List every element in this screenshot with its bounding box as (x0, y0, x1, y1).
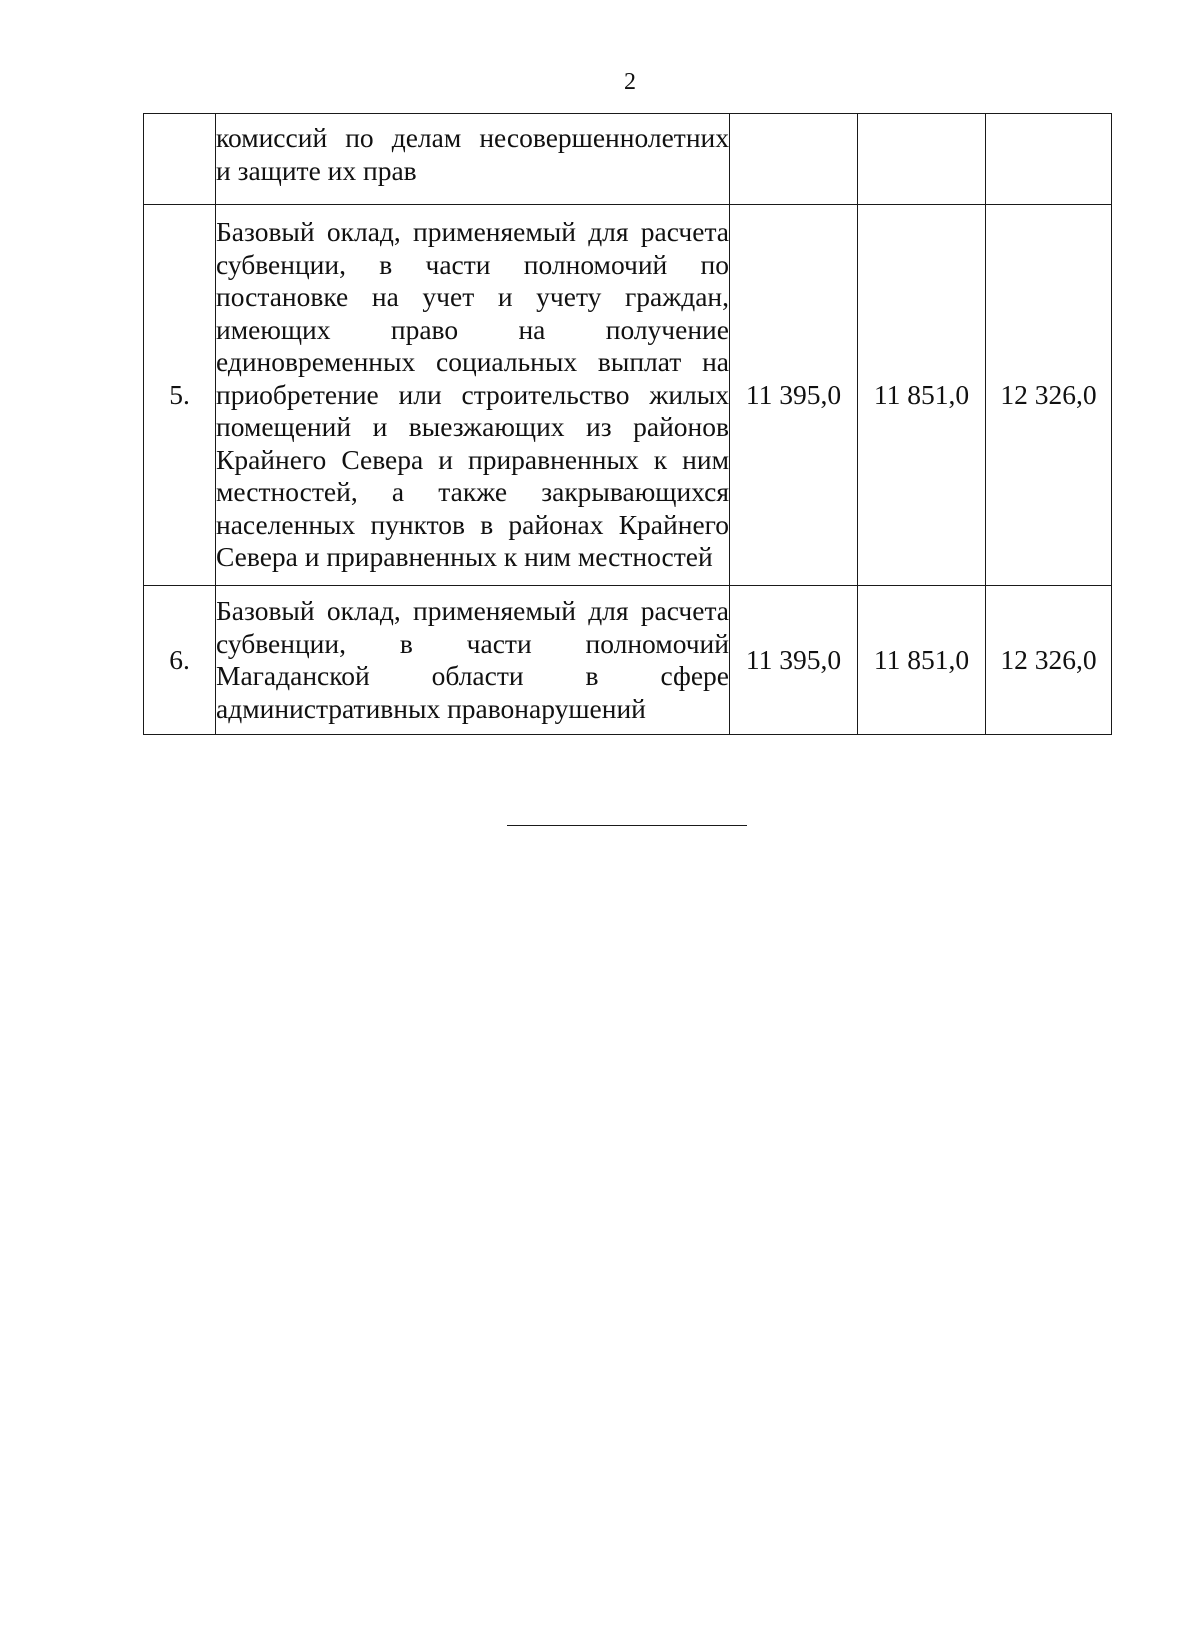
value-year-2 (858, 114, 986, 205)
value-year-1 (730, 114, 858, 205)
description-line: местностей, а также закрывающихся (216, 476, 729, 508)
table-row (144, 114, 1112, 205)
description-line: единовременных социальных выплат на (216, 346, 729, 378)
table-row (144, 586, 1112, 735)
description-line: Базовый оклад, применяемый для расчета (216, 595, 729, 626)
row-description (216, 586, 730, 735)
page-number: 2 (624, 69, 636, 95)
value-year-1: 11 395,0 (730, 205, 858, 586)
value-year-1: 11 395,0 (730, 586, 858, 735)
row-description (216, 114, 730, 205)
description-line: приобретение или строительство жилых (216, 378, 729, 410)
description-line: Базовый оклад, применяемый для расчета (216, 216, 729, 248)
budget-table (143, 113, 1112, 735)
value-year-3 (986, 114, 1112, 205)
description-line: Магаданской области в сфере (216, 660, 729, 691)
description-line: помещений и выезжающих из районов (216, 411, 729, 443)
value-year-3: 12 326,0 (986, 586, 1112, 735)
description-line: постановке на учет и учету граждан, (216, 281, 729, 313)
value-year-2: 11 851,0 (858, 205, 986, 586)
description-line: комиссий по делам несовершеннолетних (216, 122, 729, 153)
description-line: и защите их прав (216, 154, 417, 186)
description-line: Крайнего Севера и приравненных к ним (216, 443, 729, 475)
table-row (144, 205, 1112, 586)
row-number: 6. (144, 586, 216, 735)
row-number (144, 114, 216, 205)
value-year-3: 12 326,0 (986, 205, 1112, 586)
value-year-2: 11 851,0 (858, 586, 986, 735)
description-line: субвенции, в части полномочий (216, 627, 729, 659)
row-description (216, 205, 730, 586)
description-line: Севера и приравненных к ним местностей (216, 541, 713, 573)
description-line: административных правонарушений (216, 692, 646, 724)
description-line: имеющих право на получение (216, 313, 729, 345)
row-number: 5. (144, 205, 216, 586)
end-of-document-rule (507, 825, 747, 826)
description-line: населенных пунктов в районах Крайнего (216, 508, 729, 540)
description-line: субвенции, в части полномочий по (216, 248, 729, 280)
